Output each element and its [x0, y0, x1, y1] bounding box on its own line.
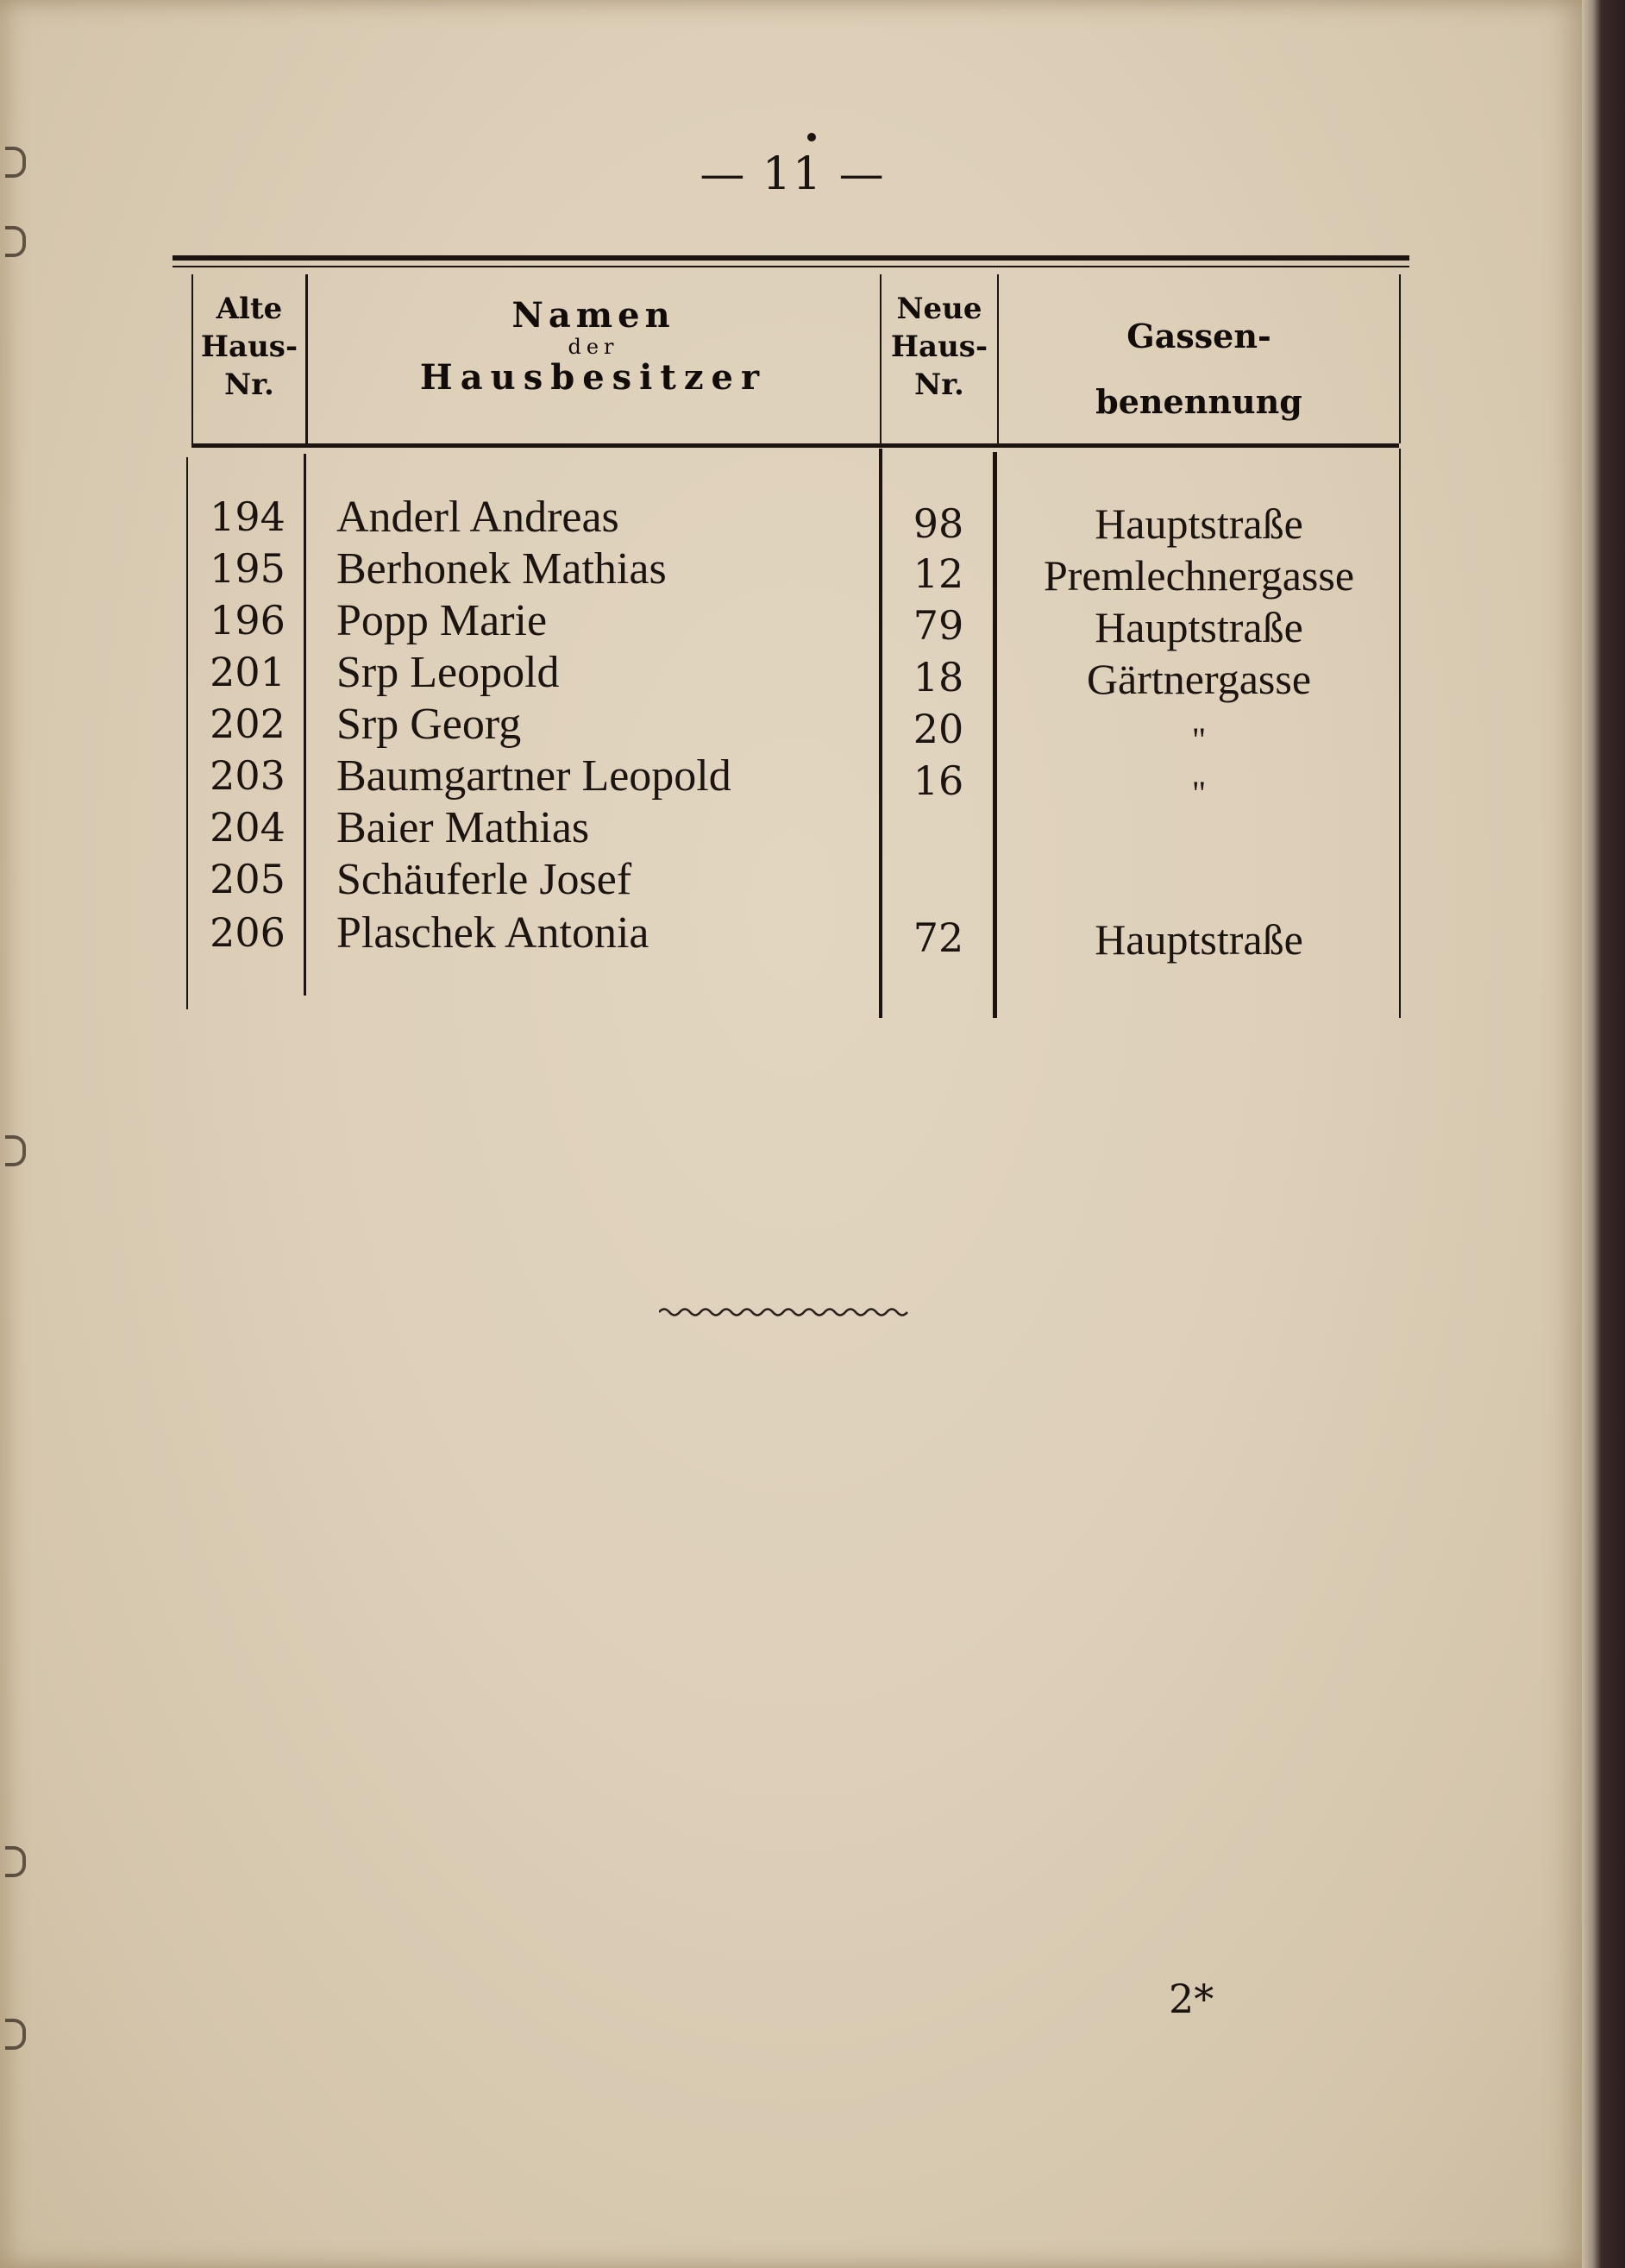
header-line: Hausbesitzer: [419, 357, 768, 398]
header-line: Namen: [511, 295, 675, 336]
new-house-no: 20: [913, 706, 964, 752]
header-line: Haus-: [200, 330, 298, 364]
binding-stitch: [5, 226, 26, 257]
header-line: Neue: [896, 292, 982, 326]
owner-name: Srp Leopold: [336, 648, 560, 697]
owner-name: Schäuferle Josef: [336, 855, 632, 904]
street-name: Hauptstraße: [1095, 915, 1303, 964]
column-divider: [879, 449, 882, 1018]
header-divider: [997, 274, 999, 443]
header-owner-names: [311, 297, 876, 397]
owner-name: Baumgartner Leopold: [336, 751, 731, 801]
header-new-house-no: [883, 290, 995, 404]
column-divider: [186, 457, 188, 1009]
old-house-no: 203: [210, 752, 285, 799]
street-name: Premlechnergasse: [1043, 551, 1355, 600]
owner-name: Berhonek Mathias: [336, 544, 667, 594]
old-house-no: 196: [210, 597, 285, 644]
header-divider: [880, 274, 882, 443]
header-street-name: [1001, 304, 1397, 435]
book-cover-edge: [1582, 0, 1625, 2268]
table-top-rule: [173, 255, 1409, 261]
new-house-no: 12: [913, 550, 964, 597]
street-name: Gärtnergasse: [1086, 655, 1312, 703]
owner-name: Baier Mathias: [336, 803, 590, 852]
owner-name: Srp Georg: [336, 700, 522, 749]
header-line: Gassen-: [1126, 317, 1271, 355]
old-house-no: 194: [210, 493, 285, 540]
header-old-house-no: [195, 290, 304, 404]
old-house-no: 195: [210, 545, 285, 592]
old-house-no: 206: [210, 909, 285, 956]
street-name: Hauptstraße: [1095, 499, 1303, 548]
owner-name: Popp Marie: [336, 596, 548, 645]
old-house-no: 202: [210, 701, 285, 747]
street-ditto-mark: ": [1191, 720, 1207, 759]
header-bottom-rule: [191, 443, 1399, 448]
table-top-rule-thin: [173, 266, 1409, 267]
binding-stitch: [5, 1846, 26, 1877]
new-house-no: 98: [913, 500, 964, 547]
old-house-no: 204: [210, 804, 285, 851]
binding-stitch: [5, 1135, 26, 1166]
old-house-no: 205: [210, 856, 285, 902]
new-house-no: 18: [913, 654, 964, 701]
column-divider: [304, 454, 306, 996]
header-line: Nr.: [914, 368, 964, 402]
header-line: der: [568, 335, 619, 359]
new-house-no: 79: [913, 602, 964, 649]
page-number: — 11 —: [700, 148, 886, 200]
header-divider: [1399, 274, 1401, 443]
header-line: Alte: [216, 292, 283, 326]
column-divider: [1399, 449, 1401, 1018]
header-divider: [305, 274, 308, 443]
street-name: Hauptstraße: [1095, 603, 1303, 651]
old-house-no: 201: [210, 649, 285, 695]
header-line: benennung: [1095, 382, 1302, 421]
owner-name: Anderl Andreas: [336, 493, 619, 542]
new-house-no: 72: [913, 914, 964, 961]
new-house-no: 16: [913, 757, 964, 804]
street-ditto-mark: ": [1191, 774, 1207, 813]
print-dot: [807, 133, 816, 141]
wavy-end-ornament: [659, 1303, 909, 1322]
header-line: Haus-: [890, 330, 988, 364]
header-divider: [191, 274, 193, 443]
printer-signature-mark: 2*: [1169, 1976, 1214, 2022]
owner-name: Plaschek Antonia: [336, 908, 649, 958]
binding-stitch: [5, 2019, 26, 2050]
header-line: Nr.: [224, 368, 274, 402]
